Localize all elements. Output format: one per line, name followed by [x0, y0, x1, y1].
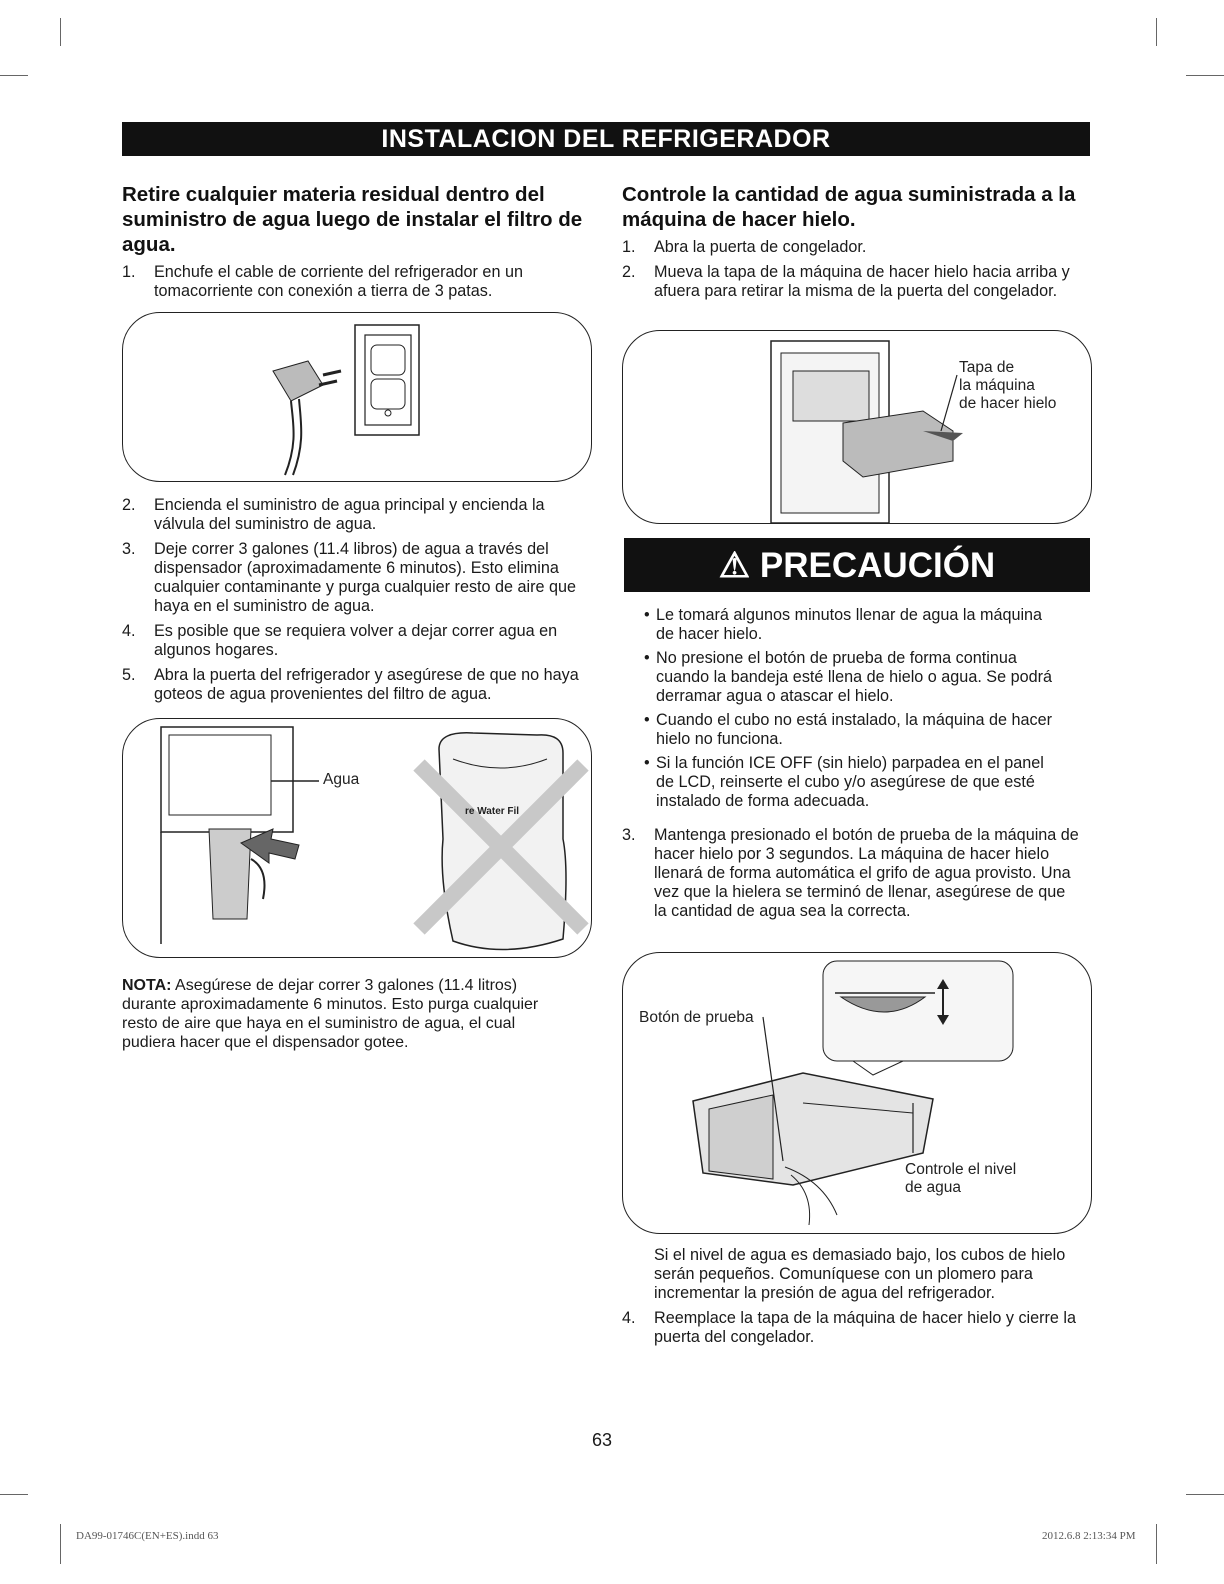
right-step-3	[622, 826, 1080, 921]
step-number: 3.	[622, 826, 636, 844]
warning-icon: ⚠	[718, 546, 751, 585]
left-step-1	[122, 263, 590, 301]
step-text: Abra la puerta de congelador.	[654, 238, 867, 256]
right-heading: Controle la cantidad de agua suministrada a la máquina de hacer hielo.	[622, 183, 1076, 231]
left-step-2	[122, 496, 590, 534]
left-step-4	[122, 622, 590, 660]
note-label: NOTA:	[122, 977, 172, 994]
step-text: Deje correr 3 galones (11.4 libros) de agua a través del dispensador (aproximadamente 6 minutos). Esto elimina cualquier contaminante y purga cualquier resto de aire que haya en el suministro de agua.	[154, 540, 577, 615]
step-number: 2.	[622, 263, 636, 281]
label-line: la máquina	[959, 377, 1035, 394]
step-text: Es posible que se requiera volver a dejar correr agua en algunos hogares.	[154, 622, 558, 659]
left-steps-2-5	[122, 496, 590, 710]
caution-bullet	[624, 711, 1054, 749]
crop-mark	[1186, 75, 1224, 76]
bullet-dot: •	[644, 754, 650, 772]
step-number: 3.	[122, 540, 136, 558]
crop-mark	[60, 1524, 61, 1564]
crop-mark	[0, 1494, 28, 1495]
bullet-text: Le tomará algunos minutos llenar de agua la máquina de hacer hielo.	[656, 606, 1043, 643]
fig-label-nivel-agua	[905, 1161, 1016, 1197]
step-text: Enchufe el cable de corriente del refrigerador en un tomacorriente con conexión a tierra de 3 patas.	[154, 263, 523, 300]
step-number: 4.	[622, 1309, 636, 1327]
step-text: Mueva la tapa de la máquina de hacer hielo hacia arriba y afuera para retirar la misma de la puerta del congelador.	[654, 263, 1070, 300]
icemaker-tray-drawing	[623, 953, 1091, 1233]
section-banner: INSTALACION DEL REFRIGERADOR	[122, 122, 1090, 156]
fig-label-agua: Agua	[323, 771, 360, 788]
crop-mark	[1186, 1494, 1224, 1495]
fig-label-tapa	[959, 359, 1056, 413]
step-text: Encienda el suministro de agua principal y encienda la válvula del suministro de agua.	[154, 496, 545, 533]
right-step-4	[622, 1309, 1090, 1347]
caution-bullet	[624, 754, 1054, 811]
left-step-5	[122, 666, 590, 704]
plug-outlet-drawing	[123, 313, 591, 481]
label-line: de hacer hielo	[959, 395, 1057, 412]
left-column	[122, 182, 590, 307]
bullet-dot: •	[644, 649, 650, 667]
label-line: Controle el nivel	[905, 1161, 1017, 1178]
label-line: de agua	[905, 1179, 962, 1196]
label-line: Tapa de	[959, 359, 1015, 376]
bullet-text: Cuando el cubo no está instalado, la máquina de hacer hielo no funciona.	[656, 711, 1052, 748]
step-text: Reemplace la tapa de la máquina de hacer hielo y cierre la puerta del congelador.	[654, 1309, 1077, 1346]
step-number: 1.	[622, 238, 636, 256]
step-text: Mantenga presionado el botón de prueba de la máquina de hacer hielo por 3 segundos. La máquina de hacer hielo llenará de forma automática el grifo de agua provisto. Una vez que la hielera se terminó de llenar, asegúrese de que la cantidad de agua sea la correcta.	[654, 826, 1079, 920]
caution-title: PRECAUCIÓN	[759, 546, 996, 585]
plug-illustration	[122, 312, 592, 482]
left-step-3	[122, 540, 590, 616]
footer-timestamp: 2012.6.8 2:13:34 PM	[1042, 1530, 1136, 1542]
bullet-text: Si la función ICE OFF (sin hielo) parpadea en el panel de LCD, reinserte el cubo y/o asegúrese de que esté instalado de forma adecuada.	[656, 754, 1044, 810]
step-number: 4.	[122, 622, 136, 640]
step-number: 2.	[122, 496, 136, 514]
crop-mark	[1156, 18, 1157, 46]
caution-bullet	[624, 649, 1054, 706]
caution-bullet	[624, 606, 1054, 644]
paragraph-text: Si el nivel de agua es demasiado bajo, los cubos de hielo serán pequeños. Comuníquese con un plomero para incrementar la presión de agua del refrigerador.	[654, 1246, 1066, 1302]
footer-file-name: DA99-01746C(EN+ES).indd 63	[76, 1530, 219, 1542]
crop-mark	[1156, 1524, 1157, 1564]
right-after-fig	[622, 1246, 1090, 1353]
fig-label-boton-prueba: Botón de prueba	[639, 1009, 754, 1026]
right-step-2	[622, 263, 1090, 301]
step-text: Abra la puerta del refrigerador y asegúrese de que no haya goteos de agua provenientes del filtro de agua.	[154, 666, 579, 703]
crop-mark	[60, 18, 61, 46]
right-column	[622, 182, 1090, 307]
step-number: 1.	[122, 263, 136, 281]
dispenser-filter-illustration	[122, 718, 592, 958]
note	[122, 976, 562, 1052]
bullet-dot: •	[644, 711, 650, 729]
bullet-dot: •	[644, 606, 650, 624]
right-step-1	[622, 238, 1090, 257]
right-step-3-block	[622, 826, 1080, 927]
step-number: 5.	[122, 666, 136, 684]
note-text: Asegúrese de dejar correr 3 galones (11.4 litros) durante aproximadamente 6 minutos. Esto purga cualquier resto de aire que haya en el suministro de agua, el cual pudiera hacer que el dispensador gotee.	[122, 977, 539, 1051]
test-button-illustration	[622, 952, 1092, 1234]
caution-banner	[624, 538, 1090, 592]
water-level-paragraph	[622, 1246, 1090, 1303]
filter-label-text: re Water Fil	[465, 806, 520, 817]
caution-bullets	[624, 606, 1054, 816]
dispenser-drawing	[123, 719, 591, 957]
crop-mark	[0, 75, 28, 76]
icemaker-cover-illustration	[622, 330, 1092, 524]
page-number: 63	[592, 1430, 613, 1450]
left-heading: Retire cualquier materia residual dentro del suministro de agua luego de instalar el filtro de agua.	[122, 183, 583, 256]
bullet-text: No presione el botón de prueba de forma continua cuando la bandeja esté llena de hielo o agua. Se podrá derramar agua o atascar el hielo.	[656, 649, 1053, 705]
